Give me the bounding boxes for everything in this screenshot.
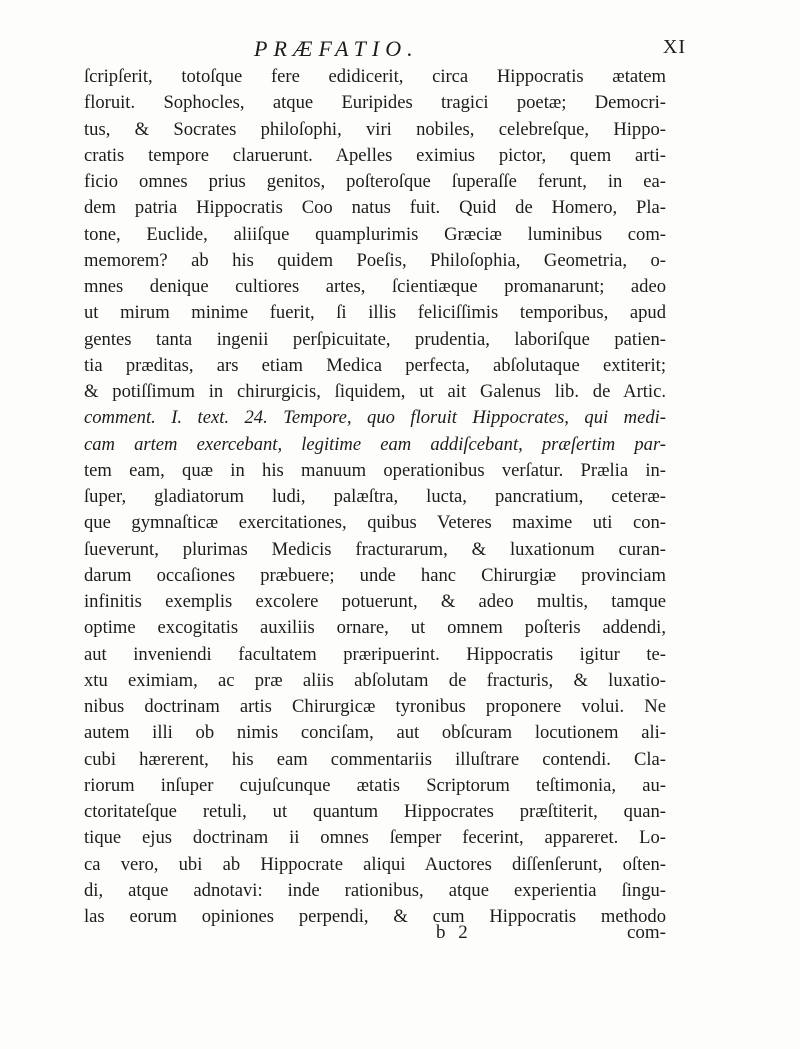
text-line: autem illi ob nimis conciſam, aut obſcuram locutionem ali- [84, 722, 666, 744]
text-line: & potiſſimum in chirurgicis, ſiquidem, ut ait Galenus lib. de Artic. [84, 381, 666, 402]
text-line: comment. I. text. 24. Tempore, quo floruit Hippocrates, qui medi- [84, 407, 666, 429]
text-line: di, atque adnotavi: inde rationibus, atque experientia ſingu- [84, 879, 666, 901]
text-line: ſueverunt, plurimas Medicis fracturarum, & luxationum curan- [84, 538, 666, 560]
text-line: ficio omnes prius genitos, poſteroſque ſuperaſſe ferunt, in ea- [84, 171, 666, 192]
text-line: aut inveniendi facultatem præripuerint. Hippocratis igitur te- [84, 643, 666, 665]
page-header [84, 36, 686, 66]
text-line: optime excogitatis auxiliis ornare, ut omnem poſteris addendi, [84, 617, 666, 639]
text-line: memorem? ab his quidem Poeſis, Philoſophia, Geometria, o- [84, 249, 666, 271]
text-line: tia præditas, ars etiam Medica perfecta, abſolutaque extiterit; [84, 354, 666, 376]
text-line: tone, Euclide, aliiſque quamplurimis Græciæ luminibus com- [84, 223, 666, 245]
text-line: floruit. Sophocles, atque Euripides tragici poetæ; Democri- [84, 92, 666, 114]
text-line: tem eam, quæ in his manuum operationibus verſatur. Prælia in- [84, 459, 666, 481]
text-line: ſcripſerit, totoſque fere edidicerit, circa Hippocratis ætatem [84, 66, 666, 87]
text-line: nibus doctrinam artis Chirurgicæ tyronibus proponere volui. Ne [84, 696, 666, 717]
text-line: ca vero, ubi ab Hippocrate aliqui Auctores diſſenſerunt, oſten- [84, 853, 666, 875]
text-line: dem patria Hippocratis Coo natus fuit. Quid de Homero, Pla- [84, 197, 666, 219]
text-line: gentes tanta ingenii perſpicuitate, prudentia, laboriſque patien- [84, 328, 666, 350]
catchword: com- [626, 922, 666, 943]
text-line: cam artem exercebant, legitime eam addiſcebant, præſertim par- [84, 433, 666, 455]
page-footer [84, 922, 666, 952]
text-line: ctoritateſque retuli, ut quantum Hippocrates præſtiterit, quan- [84, 801, 666, 822]
page-number: XI [662, 36, 686, 58]
text-line: tique ejus doctrinam ii omnes ſemper fecerint, appareret. Lo- [84, 827, 666, 849]
body-text [84, 64, 666, 930]
text-line: tus, & Socrates philoſophi, viri nobiles, celebreſque, Hippo- [84, 118, 666, 140]
text-line: las eorum opiniones perpendi, & cum Hippocratis methodo [84, 906, 666, 927]
text-line: darum occaſiones præbuere; unde hanc Chirurgiæ provinciam [84, 564, 666, 586]
text-line: riorum inſuper cujuſcunque ætatis Scriptorum teſtimonia, au- [84, 774, 666, 796]
text-line: ut mirum minime fuerit, ſi illis feliciſſimis temporibus, apud [84, 302, 666, 324]
running-title: PRÆFATIO. [254, 36, 419, 61]
text-line: que gymnaſticæ exercitationes, quibus Veteres maxime uti con- [84, 512, 666, 534]
signature-mark: b 2 [436, 922, 472, 943]
text-line: ſuper, gladiatorum ludi, palæſtra, lucta, pancratium, ceteræ- [84, 486, 666, 507]
text-line: cratis tempore claruerunt. Apelles eximius pictor, quem arti- [84, 144, 666, 166]
text-line: mnes denique cultiores artes, ſcientiæque promanarunt; adeo [84, 276, 666, 297]
text-line: cubi hærerent, his eam commentariis illuſtrare contendi. Cla- [84, 748, 666, 770]
text-line: xtu eximiam, ac præ aliis abſolutam de fracturis, & luxatio- [84, 669, 666, 691]
text-line: infinitis exemplis excolere potuerunt, & adeo multis, tamque [84, 591, 666, 612]
